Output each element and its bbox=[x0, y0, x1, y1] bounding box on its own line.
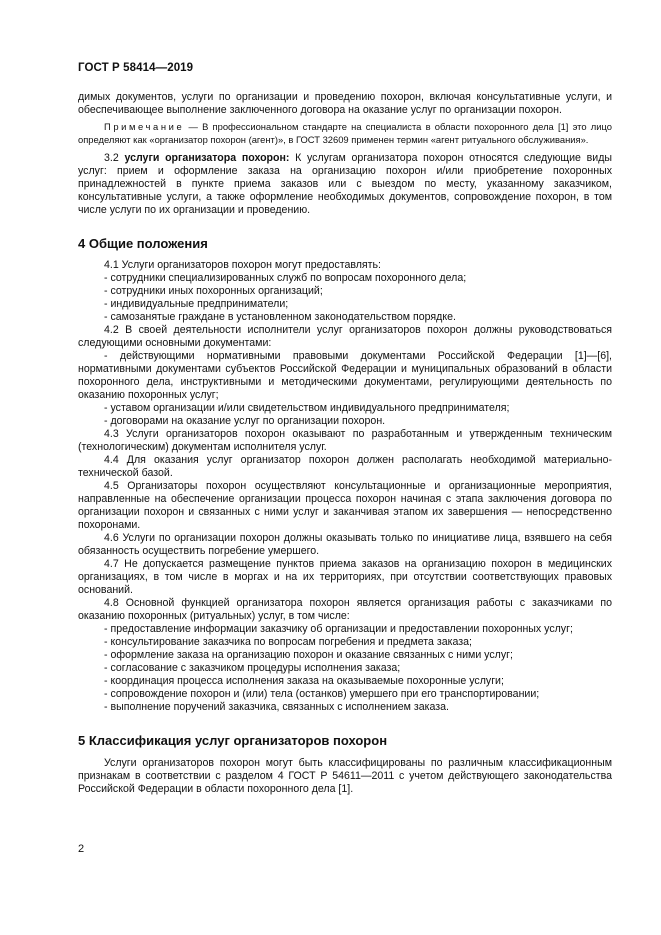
paragraph-4-3: 4.3 Услуги организаторов похорон оказывают по разработанным и утвержденным техническим (технологическим) документам исполнителя услуг. bbox=[78, 428, 612, 453]
paragraph-4-5: 4.5 Организаторы похорон осуществляют консультационные и организационные мероприятия, направленные на обеспечение организации процесса похорон начиная с этапа заключения договора по организации похорон и связанных с ними услуг и заканчивая этапом их завершения — непосредственно похоронами. bbox=[78, 480, 612, 531]
paragraph-4-4: 4.4 Для оказания услуг организатор похорон должен располагать необходимой материально-технической базой. bbox=[78, 454, 612, 479]
paragraph-4-8: 4.8 Основной функцией организатора похорон является организация работы с заказчиками по оказанию похоронных (ритуальных) услуг, в том числе: bbox=[78, 597, 612, 622]
list-item: - самозанятые граждане в установленном законодательством порядке. bbox=[104, 311, 456, 323]
list-4-1 bbox=[78, 272, 612, 324]
list-item: - уставом организации и/или свидетельством индивидуального предпринимателя; bbox=[104, 402, 510, 414]
list-item: - выполнение поручений заказчика, связанных с исполнением заказа. bbox=[104, 701, 449, 713]
paragraph-continuation: димых документов, услуги по организации и проведению похорон, включая консультативные услуги, и обеспечивающее выполнение заключенного договора на оказание услуг по организации похорон. bbox=[78, 91, 612, 116]
page-number: 2 bbox=[78, 843, 85, 855]
list-item: - согласование с заказчиком процедуры исполнения заказа; bbox=[104, 662, 401, 674]
section-5-title: 5 Классификация услуг организаторов похорон bbox=[78, 733, 388, 748]
list-item: - индивидуальные предприниматели; bbox=[104, 298, 289, 310]
list-item: - действующими нормативными правовыми документами Российской Федерации [1]—[6], нормативными документами субъектов Российской Федерации и муниципальных образований в области похоронного дела, инструктивными и методическими документами, регулирующими деятельность по оказанию похоронных услуг; bbox=[78, 350, 612, 401]
list-item: - консультирование заказчика по вопросам погребения и предмета заказа; bbox=[104, 636, 472, 648]
list-item: - предоставление информации заказчику об организации и предоставлении похоронных услуг; bbox=[104, 623, 573, 635]
clause-number: 3.2 bbox=[104, 152, 125, 164]
note-label: Примечание bbox=[104, 121, 185, 132]
definition-text: К услугам организатора похорон относятся следующие виды услуг: прием и оформление заказа на организацию похорон и/или приобретение похоронных принадлежностей в пункте приема заказов или с выездом по месту, указанному заказчиком, консультативные услуги, а также оформление необходимых документов, сопровождение похорон, в том числе услуги по их организации и проведению. bbox=[78, 152, 612, 216]
paragraph-4-6: 4.6 Услуги по организации похорон должны оказывать только по инициативе лица, взявшего на себя обязанность осуществить погребение умершего. bbox=[78, 532, 612, 557]
term: услуги организатора похорон: bbox=[124, 152, 290, 164]
paragraph-4-2: 4.2 В своей деятельности исполнители услуг организаторов похорон должны руководствоваться следующими основными документами: bbox=[78, 324, 612, 349]
list-item: - координация процесса исполнения заказа на оказываемые похоронные услуги; bbox=[104, 675, 504, 687]
list-4-8 bbox=[78, 623, 612, 714]
list-4-2 bbox=[78, 350, 612, 428]
list-item: - договорами на оказание услуг по организации похорон. bbox=[104, 415, 386, 427]
paragraph-4-7: 4.7 Не допускается размещение пунктов приема заказов на организацию похорон в медицинских организациях, в том числе в моргах и на их территориях, при отсутствии соответствующих правовых оснований. bbox=[78, 558, 612, 596]
document-body bbox=[78, 91, 612, 796]
note-text: — В профессиональном стандарте на специалиста в области похоронного дела [1] это лицо определяют как «организатор похорон (агент)», в ГОСТ 32609 применен термин «агент ритуального обслуживания». bbox=[78, 121, 612, 145]
paragraph-4-1: 4.1 Услуги организаторов похорон могут предоставлять: bbox=[104, 259, 381, 271]
document-header: ГОСТ Р 58414—2019 bbox=[78, 62, 194, 74]
list-item: - оформление заказа на организацию похорон и оказание связанных с ними услуг; bbox=[104, 649, 513, 661]
list-item: - сопровождение похорон и (или) тела (останков) умершего при его транспортировании; bbox=[104, 688, 540, 700]
note bbox=[78, 121, 612, 146]
list-item: - сотрудники иных похоронных организаций; bbox=[104, 285, 323, 297]
section-4-title: 4 Общие положения bbox=[78, 236, 208, 251]
paragraph-3-2 bbox=[78, 152, 612, 217]
paragraph-5: Услуги организаторов похорон могут быть классифицированы по различным классификационным признакам в соответствии с разделом 4 ГОСТ Р 54611—2011 с учетом действующего законодательства Российской Федерации в области похоронного дела [1]. bbox=[78, 757, 612, 795]
list-item: - сотрудники специализированных служб по вопросам похоронного дела; bbox=[104, 272, 467, 284]
